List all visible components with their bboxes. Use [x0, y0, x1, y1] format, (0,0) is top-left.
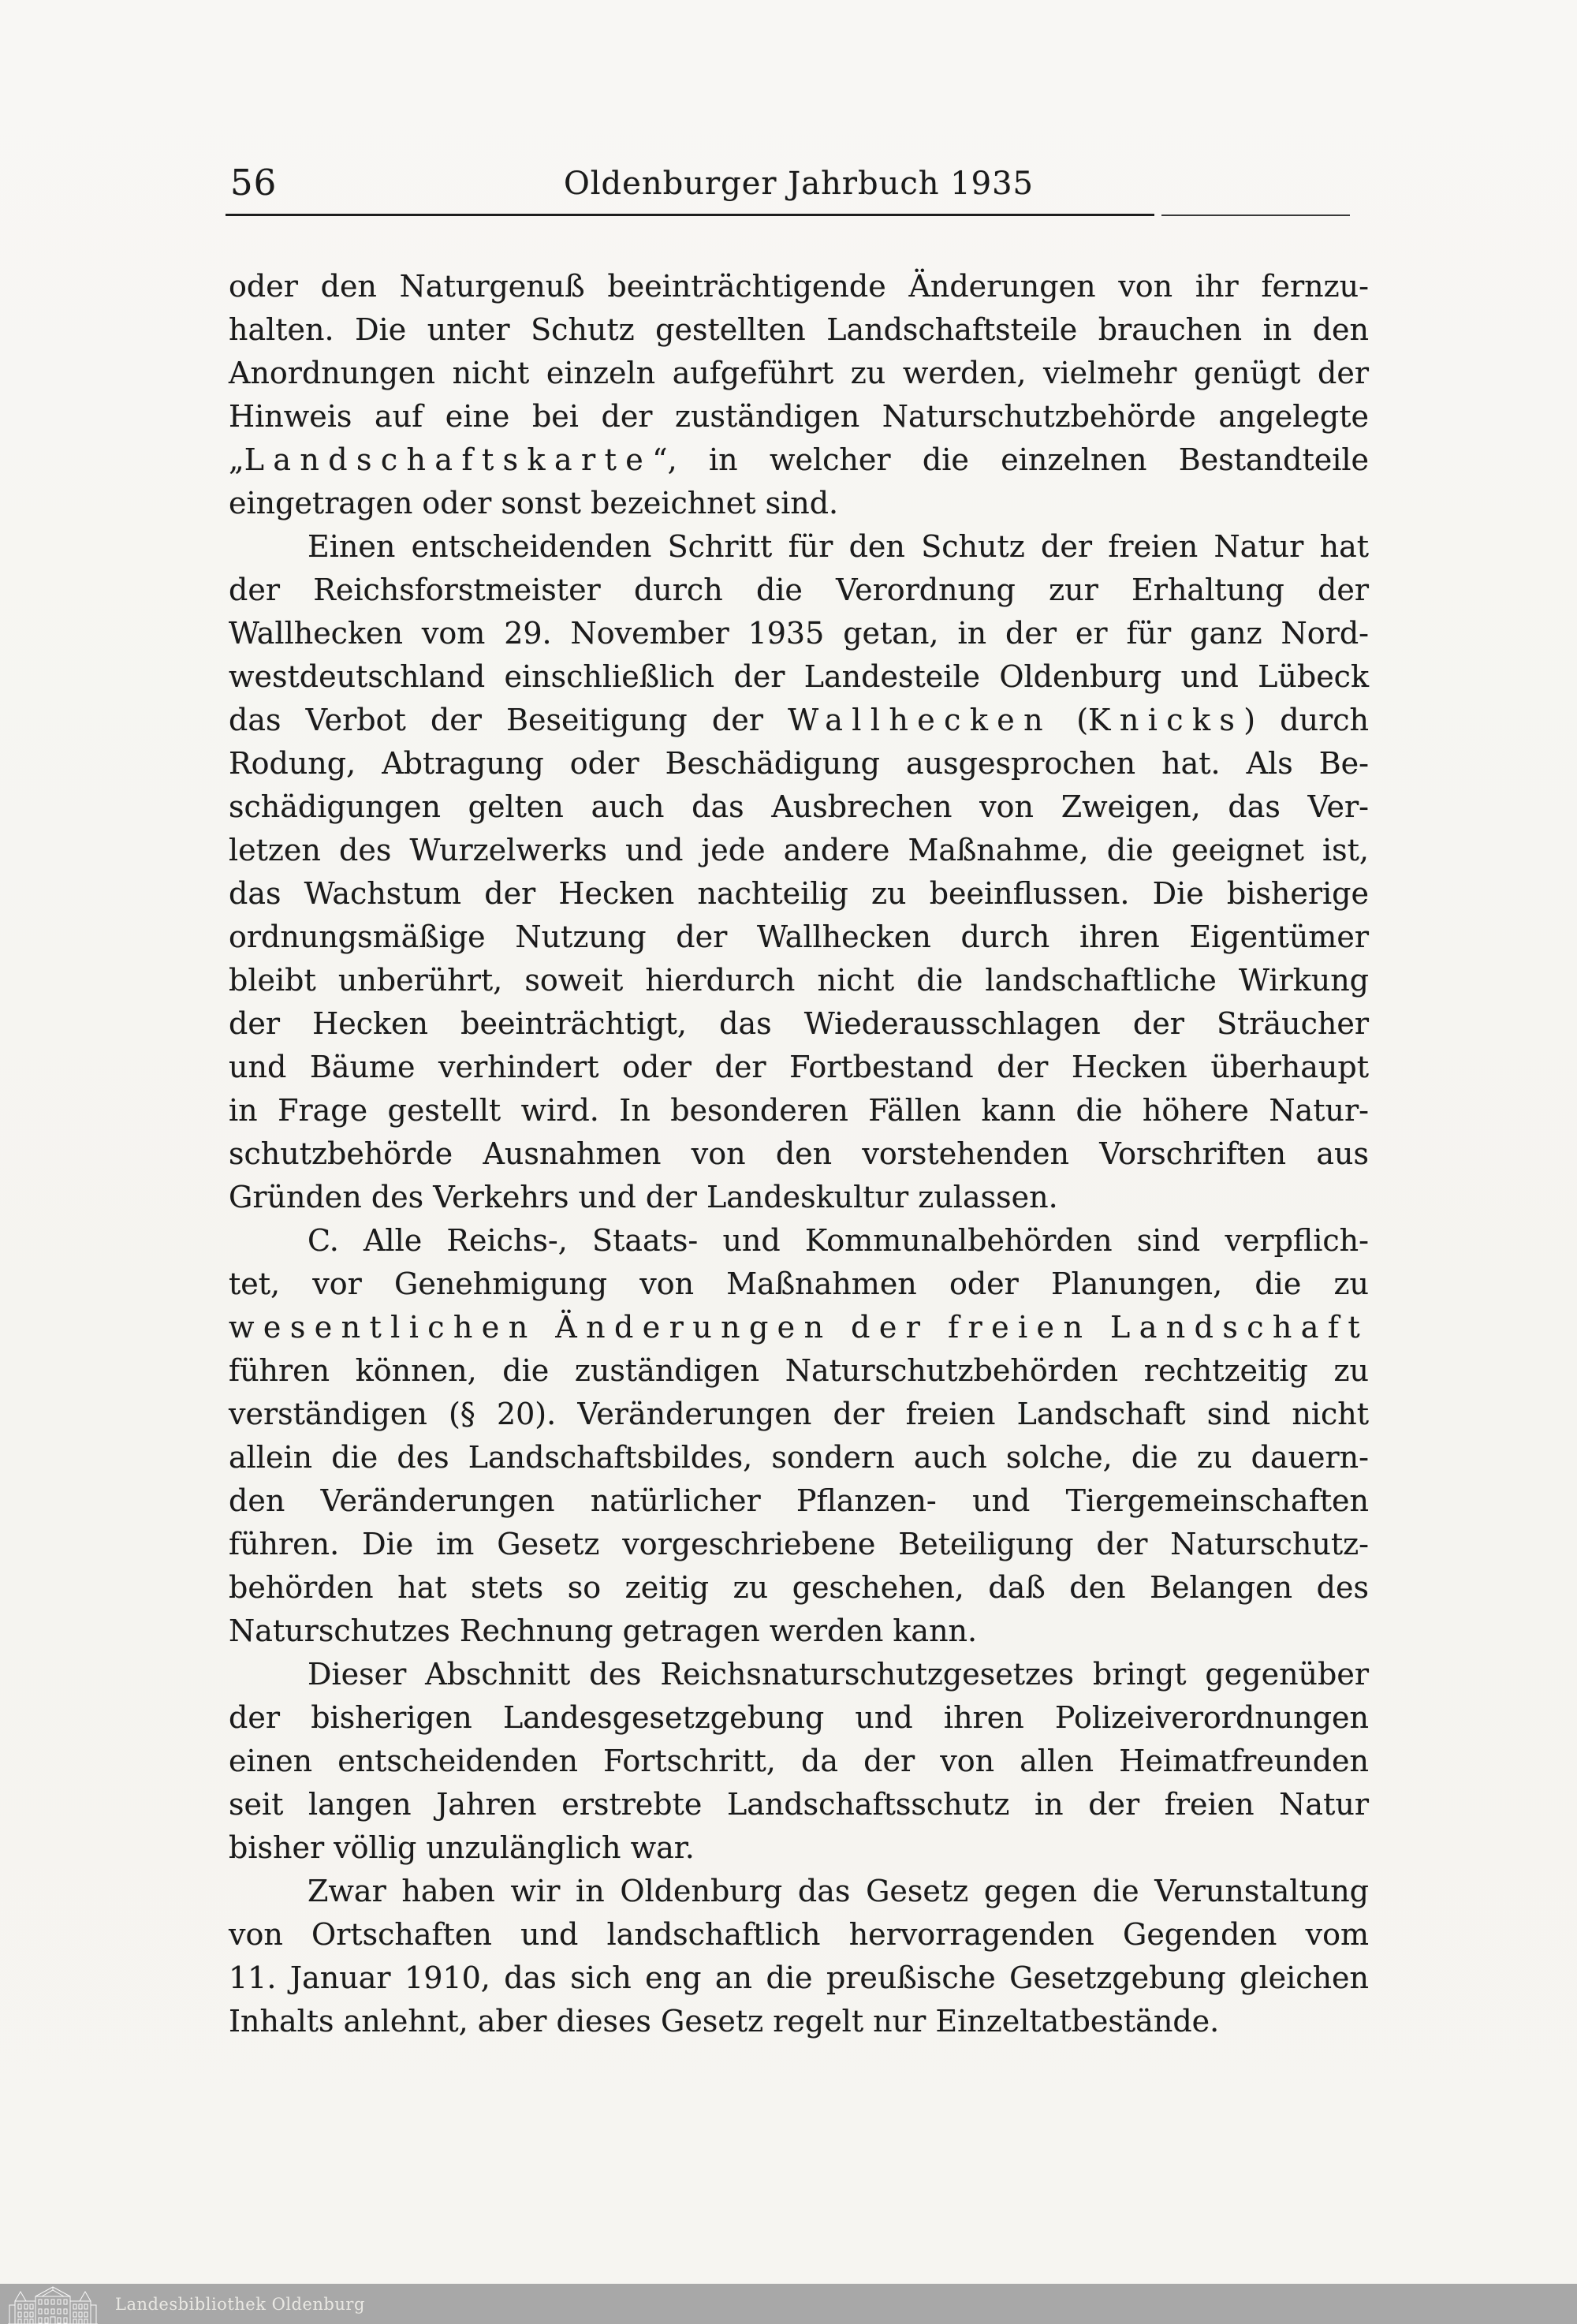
text-line: Anordnungen nicht einzeln aufgeführt zu werden, vielmehr genügt der [229, 356, 1369, 390]
text-line: bleibt unberührt, soweit hierdurch nicht die landschaftliche Wirkung [229, 963, 1369, 998]
library-building-icon [6, 2285, 99, 2324]
text-line: wesentlichen Änderungen der freien Landschaft [229, 1310, 1369, 1345]
text-line: der Hecken beeinträchtigt, das Wiederausschlagen der Sträucher [229, 1006, 1369, 1041]
text-line: behörden hat stets so zeitig zu geschehen, daß den Belangen des [229, 1570, 1369, 1605]
header-rule-tail-segment [1161, 214, 1350, 216]
paragraph [229, 1219, 1369, 1653]
text-line: verständigen (§ 20). Veränderungen der freien Landschaft sind nicht [229, 1397, 1369, 1431]
text-line: Einen entscheidenden Schritt für den Schutz der freien Natur hat [308, 529, 1369, 564]
text-line: halten. Die unter Schutz gestellten Landschaftsteile brauchen in den [229, 312, 1369, 347]
text-line: Zwar haben wir in Oldenburg das Gesetz gegen die Verunstaltung [308, 1874, 1369, 1908]
text-line: seit langen Jahren erstrebte Landschaftsschutz in der freien Natur [229, 1787, 1369, 1822]
page-number: 56 [230, 162, 278, 203]
body-text [229, 265, 1369, 2043]
text-line: westdeutschland einschließlich der Landesteile Oldenburg und Lübeck [229, 659, 1369, 694]
text-line: Inhalts anlehnt, aber dieses Gesetz regelt nur Einzeltatbestände. [229, 2004, 1220, 2039]
text-line: Gründen des Verkehrs und der Landeskultur zulassen. [229, 1180, 1058, 1214]
text-line: bisher völlig unzulänglich war. [229, 1830, 695, 1865]
library-name: Landesbibliothek Oldenburg [115, 2294, 365, 2314]
header-rule [226, 214, 1154, 216]
text-line: eingetragen oder sonst bezeichnet sind. [229, 486, 839, 520]
text-line: ordnungsmäßige Nutzung der Wallhecken durch ihren Eigentümer [229, 920, 1369, 954]
text-line: das Verbot der Beseitigung der Wallhecken (Knicks) durch [229, 703, 1370, 737]
text-line: tet, vor Genehmigung von Maßnahmen oder Planungen, die zu [229, 1266, 1369, 1301]
text-line: schädigungen gelten auch das Ausbrechen von Zweigen, das Ver- [229, 789, 1369, 824]
text-line: einen entscheidenden Fortschritt, da der von allen Heimatfreunden [229, 1744, 1369, 1778]
text-line: Wallhecken vom 29. November 1935 getan, in der er für ganz Nord- [229, 616, 1369, 651]
paragraph [229, 525, 1369, 1219]
paragraph [229, 265, 1369, 525]
text-line: der bisherigen Landesgesetzgebung und ihren Polizeiverordnungen [229, 1700, 1369, 1735]
text-line: und Bäume verhindert oder der Fortbestand der Hecken überhaupt [229, 1050, 1369, 1084]
text-line: C. Alle Reichs-, Staats- und Kommunalbehörden sind verpflich- [308, 1223, 1369, 1258]
text-line: das Wachstum der Hecken nachteilig zu beeinflussen. Die bisherige [229, 876, 1369, 911]
text-line: führen können, die zuständigen Naturschutzbehörden rechtzeitig zu [229, 1353, 1369, 1388]
paragraph [229, 1653, 1369, 1870]
text-line: Hinweis auf eine bei der zuständigen Naturschutzbehörde angelegte [229, 399, 1369, 434]
text-line: Naturschutzes Rechnung getragen werden kann. [229, 1613, 978, 1648]
page-header-title: Oldenburger Jahrbuch 1935 [563, 166, 1035, 202]
text-line: allein die des Landschaftsbildes, sondern auch solche, die zu dauern- [229, 1440, 1369, 1475]
library-footer-bar [0, 2284, 1577, 2324]
text-line: in Frage gestellt wird. In besonderen Fällen kann die höhere Natur- [229, 1093, 1369, 1128]
text-line: der Reichsforstmeister durch die Verordnung zur Erhaltung der [229, 573, 1369, 607]
text-line: von Ortschaften und landschaftlich hervorragenden Gegenden vom [229, 1917, 1369, 1952]
text-line: Dieser Abschnitt des Reichsnaturschutzgesetzes bringt gegenüber [308, 1657, 1369, 1692]
text-line: schutzbehörde Ausnahmen von den vorstehenden Vorschriften aus [229, 1136, 1369, 1171]
text-line: oder den Naturgenuß beeinträchtigende Änderungen von ihr fernzu- [229, 269, 1369, 304]
paragraph [229, 1870, 1369, 2043]
text-line: Rodung, Abtragung oder Beschädigung ausgesprochen hat. Als Be- [229, 746, 1369, 781]
text-line: letzen des Wurzelwerks und jede andere Maßnahme, die geeignet ist, [229, 833, 1369, 867]
text-line: führen. Die im Gesetz vorgeschriebene Beteiligung der Naturschutz- [229, 1527, 1369, 1561]
text-line: 11. Januar 1910, das sich eng an die preußische Gesetzgebung gleichen [229, 1960, 1369, 1995]
text-line: den Veränderungen natürlicher Pflanzen- und Tiergemeinschaften [229, 1483, 1369, 1518]
text-line: „Landschaftskarte“, in welcher die einzelnen Bestandteile [229, 442, 1369, 477]
